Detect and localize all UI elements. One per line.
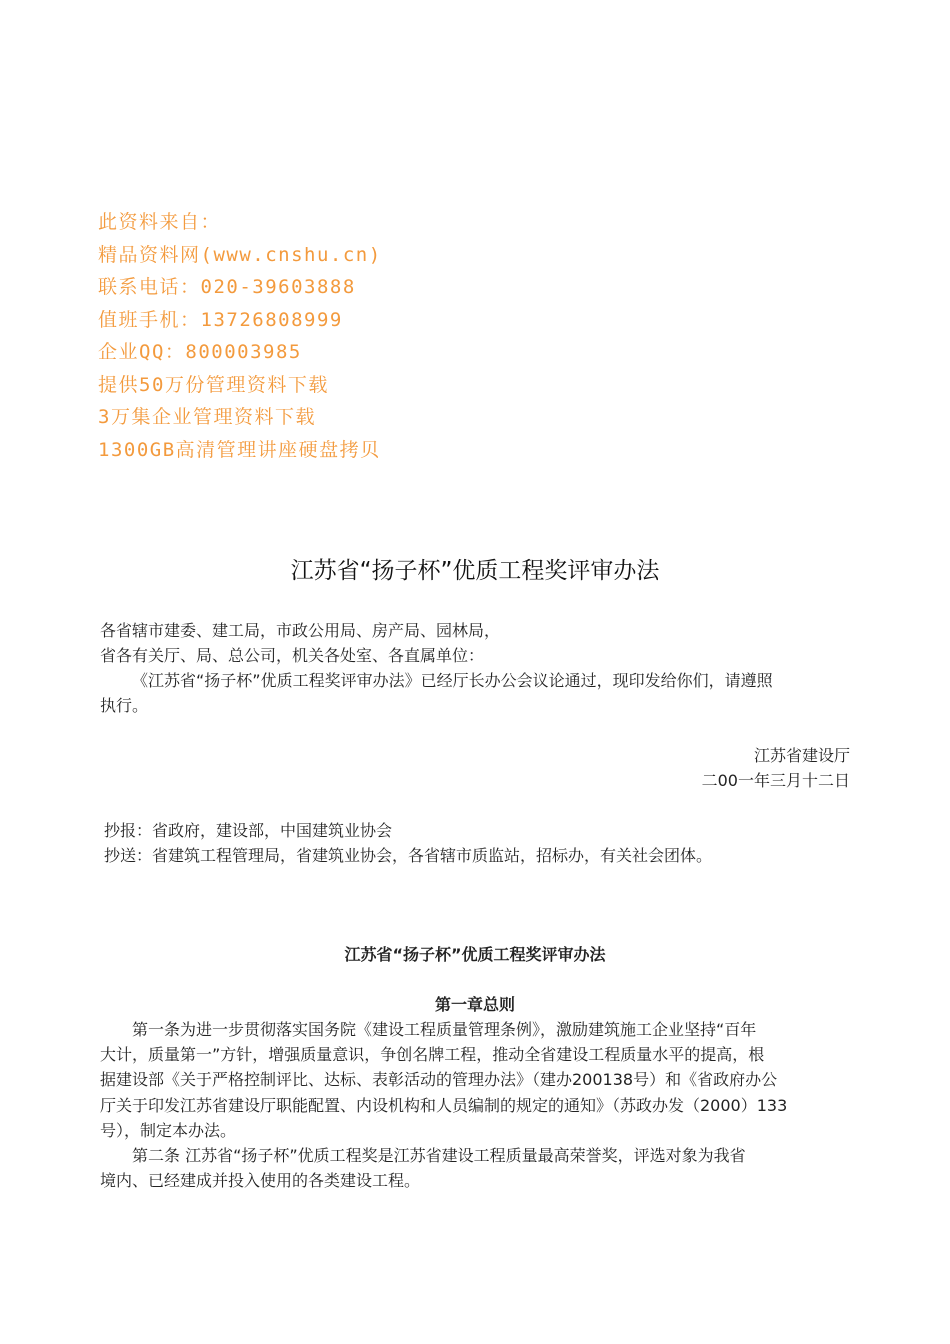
article-line: 厅关于印发江苏省建设厅职能配置、内设机构和人员编制的规定的通知》（苏政办发（2000）133 <box>100 1095 788 1115</box>
cc-report-to: 抄报：省政府，建设部，中国建筑业协会 <box>104 821 393 840</box>
article-line: 号），制定本办法。 <box>100 1120 237 1140</box>
notice-body-line: 《江苏省“扬子杯”优质工程奖评审办法》已经厅长办公会议论通过，现印发给你们，请遵照 <box>132 671 773 690</box>
cc-send-to: 抄送：省建筑工程管理局，省建筑业协会，各省辖市质监站，招标办，有关社会团体。 <box>104 846 713 865</box>
article-line: 第二条 江苏省“扬子杯”优质工程奖是江苏省建设工程质量最高荣誉奖，评选对象为我省 <box>132 1145 746 1165</box>
promo-line: 值班手机：13726808999 <box>98 308 343 331</box>
issuer-name: 江苏省建设厅 <box>753 746 850 765</box>
issue-date: 二00一年三月十二日 <box>701 771 850 790</box>
notice-body-line: 执行。 <box>100 696 149 715</box>
notice-recipients-line: 省各有关厅、局、总公司，机关各处室、各直属单位： <box>100 646 485 665</box>
promo-line: 企业QQ：800003985 <box>98 341 302 363</box>
article-line: 据建设部《关于严格控制评比、达标、表彰活动的管理办法》（建办200138号）和《省政府办公 <box>100 1070 778 1090</box>
promo-line: 3万集企业管理资料下载 <box>98 406 316 428</box>
articles-block <box>100 1017 852 1193</box>
article-line: 第一条为进一步贯彻落实国务院《建设工程质量管理条例》，激励建筑施工企业坚持“百年 <box>132 1020 757 1039</box>
promo-block <box>98 206 598 466</box>
article-line: 大计，质量第一”方针，增强质量意识，争创名牌工程，推动全省建设工程质量水平的提高，根 <box>100 1045 765 1065</box>
notice-recipients-line: 各省辖市建委、建工局，市政公用局、房产局、园林局， <box>100 621 501 640</box>
section-title: 江苏省“扬子杯”优质工程奖评审办法 <box>344 945 606 964</box>
document-title: 江苏省“扬子杯”优质工程奖评审办法 <box>290 558 660 584</box>
promo-line: 联系电话：020-39603888 <box>98 276 356 298</box>
cc-block <box>104 818 856 868</box>
signoff-block <box>702 743 850 793</box>
article-line: 境内、已经建成并投入使用的各类建设工程。 <box>100 1171 421 1191</box>
promo-line: 提供50万份管理资料下载 <box>98 373 329 396</box>
notice-block <box>100 618 852 718</box>
promo-line: 1300GB高清管理讲座硬盘拷贝 <box>98 438 381 461</box>
promo-line: 精品资料网(www.cnshu.cn) <box>98 243 382 266</box>
promo-line: 此资料来自： <box>98 211 222 233</box>
chapter-title: 第一章总则 <box>434 995 515 1014</box>
